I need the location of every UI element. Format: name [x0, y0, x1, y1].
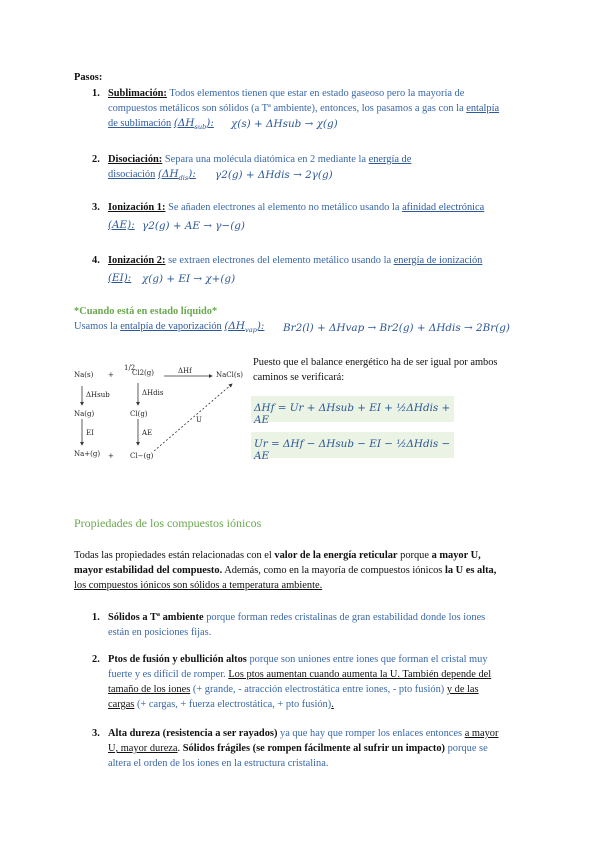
label-na-ion: Na+(g)	[74, 450, 101, 458]
step-symbol: $(\Delta H_{dis})$:	[157, 168, 196, 183]
step-text: compuestos metálicos son sólidos (a Tª ambiente), entonces, los pasamos a gas con la	[108, 103, 464, 114]
prop-text-underlined: tamaño de los iones	[108, 684, 191, 695]
prop-text: porque son uniones entre iones que forman el cristal muy	[249, 654, 488, 665]
prop-text: ya que hay que romper los enlaces entonces	[280, 728, 463, 739]
energia-ionizacion-link[interactable]: energía de ionización	[393, 255, 483, 266]
prop-3-line-2	[108, 742, 488, 756]
step-symbol: (EI):	[108, 272, 132, 284]
intro-bold: a mayor U,	[431, 550, 481, 561]
afinidad-electronica-link[interactable]: afinidad electrónica	[402, 202, 485, 213]
label-na-solid: Na(s)	[74, 371, 94, 379]
arrow-lattice	[154, 384, 232, 451]
label-plus: +	[108, 371, 114, 379]
step-1-line-3	[108, 117, 214, 135]
step-1-line-1	[108, 87, 464, 101]
intro-line-1	[74, 549, 481, 563]
intro-bold: valor de la energía reticular	[274, 550, 398, 561]
prop-text-underlined: y de las	[446, 684, 479, 695]
prop-2-line-4	[108, 698, 334, 712]
intro-line-2	[74, 564, 496, 578]
step-title: Ionización 1:	[108, 202, 166, 213]
prop-3-line-3: altera el orden de los iones en la estructura cristalina.	[108, 758, 329, 769]
balance-text-2: caminos se verificará:	[253, 372, 345, 383]
step-number: 2.	[92, 154, 100, 165]
prop-text-underlined: Los ptos aumentan cuando aumenta la U. También depende del	[228, 669, 492, 680]
prop-text: fuerte y es difícil de romper.	[108, 669, 226, 680]
prop-text-underlined: U, mayor dureza	[108, 743, 178, 754]
equation-lattice: Ur = ΔHf − ΔHsub − EI − ½ΔHdis − AE	[254, 438, 451, 462]
intro-text: Todas las propiedades están relacionadas con el	[74, 550, 272, 561]
prop-title: Sólidos a Tª ambiente	[108, 612, 204, 623]
step-text: Todos elementos tienen que estar en estado gaseoso pero la mayoría de	[169, 88, 465, 99]
step-text: Se añaden electrones al elemento no metálico usando la	[168, 202, 400, 213]
prop-text: porque se	[447, 743, 488, 754]
label-dh-dis: ΔHdis	[142, 389, 164, 397]
label-u: U	[196, 416, 202, 424]
liquid-equation: Br2(l) + ΔHvap → Br2(g) + ΔHdis → 2Br(g)	[283, 322, 510, 334]
step-3-equation: γ2(g) + AE → γ−(g)	[142, 220, 245, 232]
intro-text: porque	[400, 550, 429, 561]
step-2-line-2	[108, 168, 196, 186]
entalpia-sublimacion-link[interactable]: entalpía	[466, 103, 500, 114]
prop-1-line-2: están en posiciones fijas.	[108, 627, 212, 638]
prop-title: Ptos de fusión y ebullición altos	[108, 654, 247, 665]
prop-number: 3.	[92, 728, 100, 739]
equation-box-2	[251, 432, 454, 462]
prop-3-line-1	[108, 727, 498, 741]
liquid-symbol: $(\Delta H_{vap})$:	[224, 320, 265, 335]
step-4-line-1	[108, 254, 482, 268]
label-cl-gas: Cl(g)	[130, 410, 148, 418]
prop-2-line-1	[108, 653, 488, 667]
prop-number: 2.	[92, 654, 100, 665]
prop-1-line-1	[108, 611, 485, 625]
intro-bold: la U es alta,	[444, 565, 497, 576]
label-plus-2: +	[108, 452, 114, 460]
step-title: Disociación:	[108, 154, 163, 165]
liquid-prefix: Usamos la	[74, 321, 118, 332]
prop-title: Alta dureza (resistencia a ser rayados)	[108, 728, 278, 739]
prop-text: (+ grande, - atracción electrostática entre iones, - pto fusión)	[192, 684, 445, 695]
label-dhf: ΔHf	[178, 367, 192, 375]
label-cl-ion: Cl−(g)	[130, 452, 154, 460]
prop-number: 1.	[92, 612, 100, 623]
entalpia-sublimacion-link-2[interactable]: de sublimación	[108, 118, 172, 129]
intro-text: Además, como en la mayoría de compuestos iónicos	[224, 565, 443, 576]
entalpia-vaporizacion-link[interactable]: entalpía de vaporización	[120, 321, 222, 332]
step-title: Sublimación:	[108, 88, 167, 99]
step-symbol: $(\Delta H_{sub})$:	[173, 117, 214, 132]
prop-text: porque forman redes cristalinas de gran estabilidad donde los iones	[206, 612, 486, 623]
prop-2-line-2	[108, 668, 491, 682]
equation-box-1	[251, 396, 454, 426]
energia-disociacion-link[interactable]: energía de	[368, 154, 412, 165]
prop-text: .	[177, 743, 181, 754]
label-ae: AE	[142, 429, 153, 437]
prop-text-underlined: .	[331, 699, 334, 710]
step-number: 4.	[92, 255, 100, 266]
label-cl2-gas: Cl2(g)	[132, 369, 154, 377]
label-half: 1/2	[124, 364, 136, 372]
equation-formation: ΔHf = Ur + ΔHsub + EI + ½ΔHdis + AE	[254, 402, 451, 426]
label-dh-sub: ΔHsub	[86, 391, 110, 399]
intro-line-3: los compuestos iónicos son sólidos a temperatura ambiente.	[74, 580, 323, 591]
intro-bold: mayor estabilidad del compuesto.	[74, 565, 223, 576]
step-text: Separa una molécula diatómica en 2 mediante la	[164, 154, 366, 165]
prop-title: Sólidos frágiles (se rompen fácilmente al sufrir un impacto)	[182, 743, 445, 754]
balance-text-1: Puesto que el balance energético ha de ser igual por ambos	[253, 357, 498, 368]
energia-disociacion-link-2[interactable]: disociación	[108, 169, 156, 180]
prop-text-underlined: cargas	[108, 699, 135, 710]
label-na-gas: Na(g)	[74, 410, 95, 418]
step-number: 3.	[92, 202, 100, 213]
step-2-equation: γ2(g) + ΔHdis → 2γ(g)	[215, 169, 333, 181]
label-ei: EI	[86, 429, 94, 437]
step-number: 1.	[92, 88, 100, 99]
section-title: Propiedades de los compuestos iónicos	[74, 516, 262, 530]
born-haber-diagram	[74, 356, 246, 466]
label-nacl: NaCl(s)	[216, 371, 243, 379]
prop-text: (+ cargas, + fuerza electrostática, + pto fusión)	[136, 699, 332, 710]
step-4-equation: χ(g) + EI → χ+(g)	[142, 273, 236, 285]
page-heading: Pasos:	[74, 72, 103, 83]
prop-text-underlined: a mayor	[464, 728, 499, 739]
step-1-equation: χ(s) + ΔHsub → χ(g)	[231, 118, 338, 130]
liquid-line	[74, 320, 264, 338]
step-2-line-1	[108, 153, 411, 167]
liquid-note: *Cuando está en estado líquido*	[74, 306, 218, 317]
step-title: Ionización 2:	[108, 255, 166, 266]
step-1-line-2	[108, 102, 499, 116]
step-symbol: (AE):	[108, 219, 135, 231]
prop-2-line-3	[108, 683, 479, 697]
step-text: se extraen electrones del elemento metálico usando la	[168, 255, 392, 266]
step-3-line-1	[108, 201, 484, 215]
